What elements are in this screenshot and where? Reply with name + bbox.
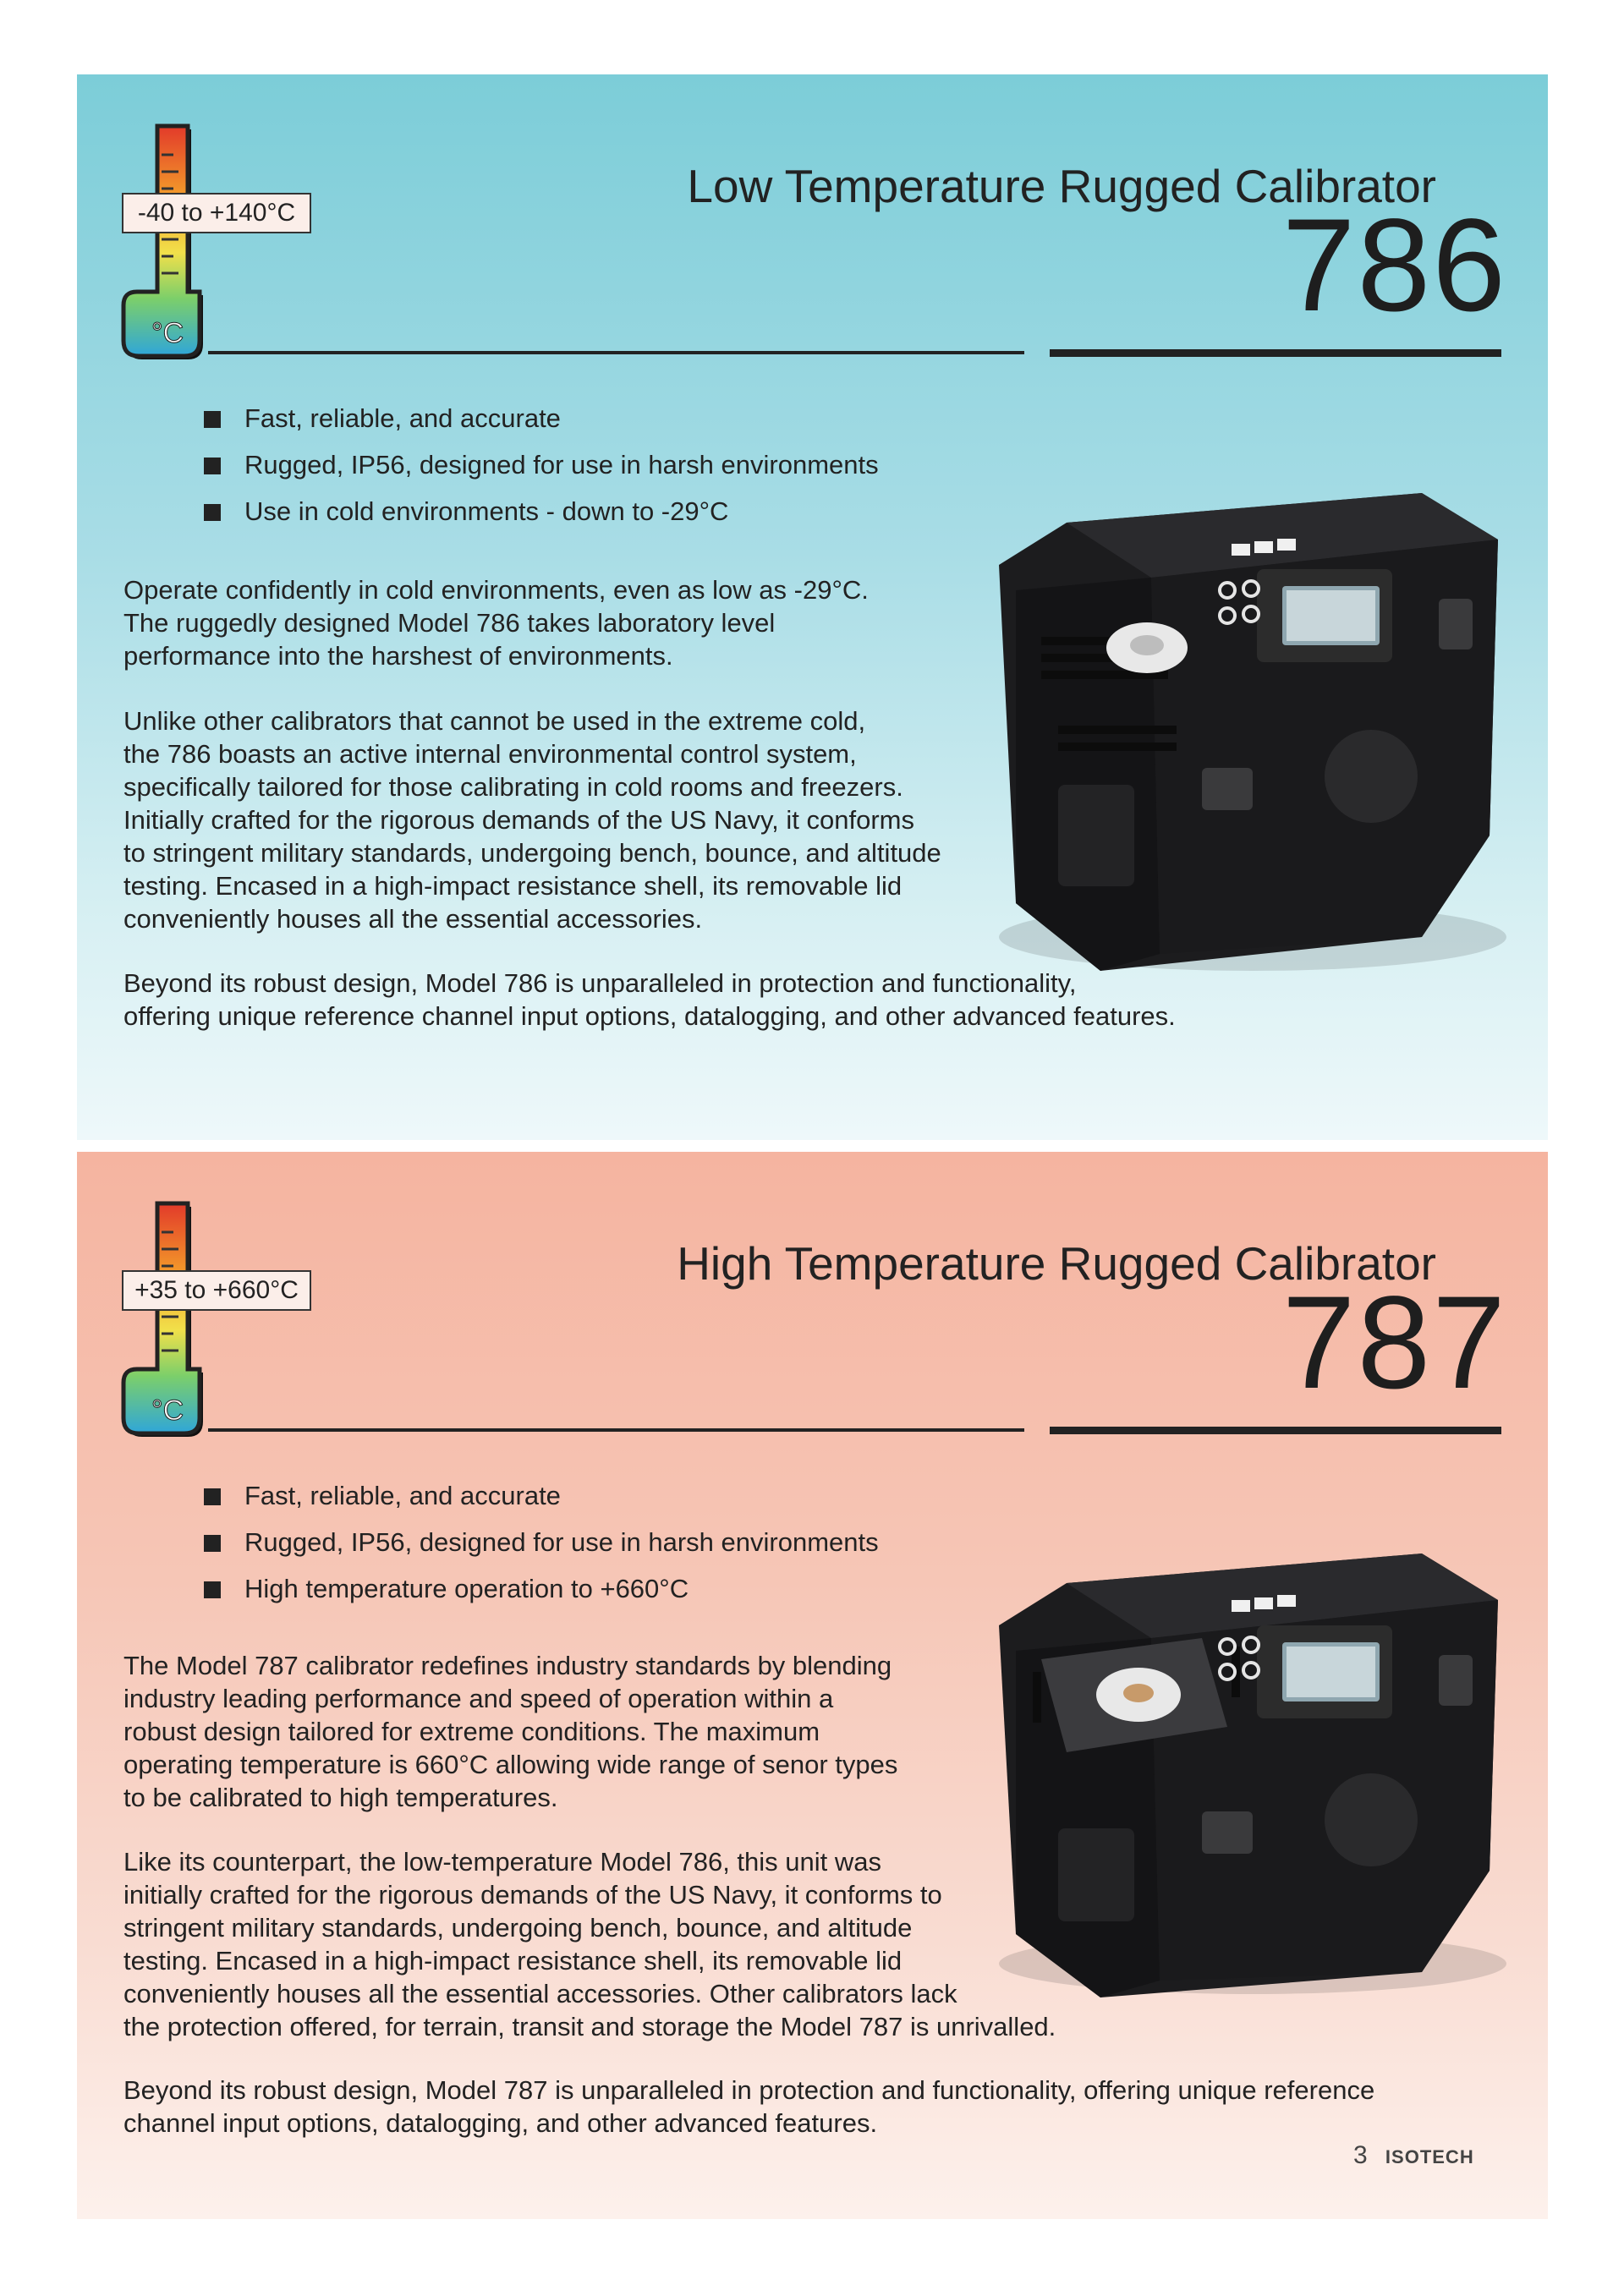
- model-number: 786: [1281, 192, 1507, 339]
- description-paragraph: Beyond its robust design, Model 787 is unparalleled in protection and functionality, offering unique reference channel input options, datalogging, and other advanced features.: [123, 2075, 1375, 2138]
- square-bullet-icon: [204, 1581, 221, 1598]
- square-bullet-icon: [204, 1488, 221, 1505]
- calibrator-case-image: [948, 396, 1532, 1005]
- square-bullet-icon: [204, 458, 221, 474]
- product-title: High Temperature Rugged Calibrator: [677, 1237, 1436, 1290]
- svg-text:°C: °C: [151, 1395, 184, 1427]
- description-paragraph: Like its counterpart, the low-temperature Model 786, this unit was initially crafted for the rigorous demands of the US Navy, it conforms to stringent military standards, undergoing bench, bounce, and altitude testing. Encased in a high-impact resistance shell, its removable lid conveniently houses all the essential accessories. Other calibrators lack the protection offered, for terrain, transit and storage the Model 787 is unrivalled.: [123, 1847, 1056, 2041]
- feature-item: Fast, reliable, and accurate: [204, 1477, 879, 1524]
- temperature-range: +35 to +660°C: [122, 1270, 311, 1311]
- model-rule: [1050, 1427, 1501, 1434]
- feature-item: High temperature operation to +660°C: [204, 1570, 879, 1617]
- svg-text:°C: °C: [151, 317, 184, 349]
- feature-item: Fast, reliable, and accurate: [204, 400, 879, 447]
- title-rule: [208, 351, 1024, 354]
- page-number: 3: [1353, 2141, 1368, 2169]
- calibrator-787-panel: [77, 1152, 1548, 2219]
- square-bullet-icon: [204, 504, 221, 521]
- description-paragraph: Beyond its robust design, Model 786 is unparalleled in protection and functionality, offering unique reference channel input options, datalogging, and other advanced features.: [123, 968, 1176, 1031]
- description-paragraph: The Model 787 calibrator redefines industry standards by blending industry leading performance and speed of operation within a robust design tailored for extreme conditions. The maximum operating temperature is 660°C allowing wide range of senor types to be calibrated to high temperatures.: [123, 1651, 898, 1812]
- feature-item: Use in cold environments - down to -29°C: [204, 493, 879, 540]
- calibrator-786-panel: [77, 74, 1548, 1140]
- page-footer: [1353, 2141, 1474, 2170]
- feature-item: Rugged, IP56, designed for use in harsh environments: [204, 1524, 879, 1570]
- model-number: 787: [1281, 1269, 1507, 1417]
- square-bullet-icon: [204, 1535, 221, 1552]
- square-bullet-icon: [204, 411, 221, 428]
- thermometer-icon: [119, 121, 212, 366]
- feature-list: [204, 1477, 879, 1617]
- description-paragraph: Operate confidently in cold environments, even as low as -29°C. The ruggedly designed Model 786 takes laboratory level performance into the harshest of environments.: [123, 575, 869, 671]
- brand-name: ISOTECH: [1385, 2146, 1474, 2167]
- description-paragraph: Unlike other calibrators that cannot be used in the extreme cold, the 786 boasts an active internal environmental control system, specifically tailored for those calibrating in cold rooms and freezers. Initially crafted for the rigorous demands of the US Navy, it conforms to stringent military standards, undergoing bench, bounce, and altitude testing. Encased in a high-impact resistance shell, its removable lid conveniently houses all the essential accessories.: [123, 706, 941, 934]
- thermometer-icon: [119, 1198, 212, 1444]
- temperature-range: -40 to +140°C: [122, 193, 311, 233]
- feature-list: [204, 400, 879, 540]
- title-rule: [208, 1428, 1024, 1432]
- product-title: Low Temperature Rugged Calibrator: [687, 160, 1436, 212]
- feature-item: Rugged, IP56, designed for use in harsh environments: [204, 447, 879, 493]
- model-rule: [1050, 349, 1501, 357]
- calibrator-case-image: [948, 1473, 1532, 2006]
